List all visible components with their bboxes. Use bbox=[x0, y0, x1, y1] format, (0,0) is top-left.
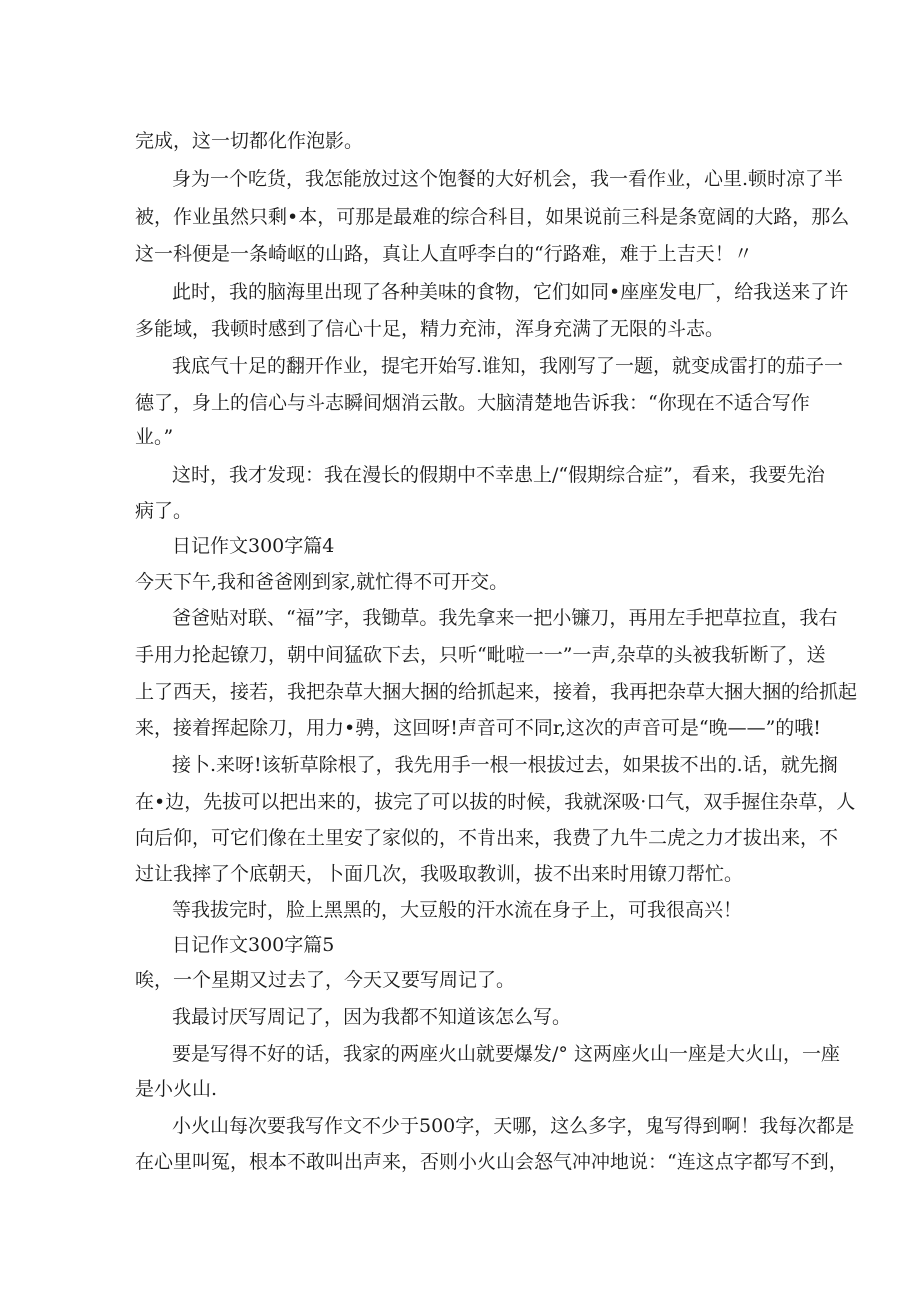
text-line: 要是写得不好的话，我家的两座火山就要爆发/° 这两座火山一座是大火山，一座 bbox=[172, 1043, 840, 1065]
text-line: 爸爸贴对联、“福”字，我锄草。我先拿来一把小镰刀，再用左手把草拉直，我右 bbox=[172, 607, 838, 629]
text-line: 完成，这一切都化作泡影。 bbox=[135, 130, 364, 152]
text-line: 是小火山. bbox=[135, 1078, 218, 1100]
text-line: 今天下午,我和爸爸刚到家,就忙得不可开交。 bbox=[135, 571, 509, 593]
text-line: 向后仰，可它们像在土里安了家似的，不肯出来，我费了九牛二虎之力才拔出来，不 bbox=[135, 827, 839, 849]
text-line: 我最讨厌写周记了，因为我都不知道该怎么写。 bbox=[172, 1006, 572, 1028]
text-line: 我底气十足的翻开作业，提宅开始写.谁知，我刚写了一题，就变成雷打的茄子一 bbox=[172, 355, 844, 377]
text-line: 这时，我才发现：我在漫长的假期中不幸患上/“假期综合症”，看来，我要先治 bbox=[172, 464, 825, 486]
text-line: 身为一个吃货，我怎能放过这个饱餐的大好机会，我一看作业，心里.顿时凉了半 bbox=[172, 168, 844, 190]
text-line: 手用力抡起镣刀，朝中间猛砍下去，只听“毗啦一一”一声,杂草的头被我斩断了，送 bbox=[135, 644, 826, 666]
text-line: 德了，身上的信心与斗志瞬间烟消云散。大脑清楚地告诉我：“你现在不适合写作 bbox=[135, 392, 810, 414]
text-line: 小火山每次要我写作文不少于500字，天哪，这么多字，鬼写得到啊！我每次都是 bbox=[172, 1115, 855, 1137]
section-heading: 日记作文300字篇5 bbox=[172, 934, 335, 956]
text-line: 这一科便是一条崎岖的山路，真让人直呼李白的“行路难，难于上吉天！〃 bbox=[135, 243, 753, 265]
text-line: 接卜.来呀!该斩草除根了，我先用手一根一根拔过去，如果拔不出的.话，就先搁 bbox=[172, 754, 838, 776]
text-line: 等我拔完时，脸上黑黑的，大豆般的汗水流在身子上，可我很高兴！ bbox=[172, 899, 743, 921]
text-line: 多能域，我顿时感到了信心十足，精力充沛，浑身充满了无限的斗志。 bbox=[135, 318, 725, 340]
text-line: 业。” bbox=[135, 426, 174, 448]
text-line: 在•边，先拔可以把出来的，拔完了可以拔的时候，我就深吸·口气，双手握住杂草，人 bbox=[135, 791, 856, 813]
text-line: 病了。 bbox=[135, 500, 193, 522]
text-line: 被，作业虽然只剩•本，可那是最难的综合科目，如果说前三科是条宽阔的大路，那么 bbox=[135, 206, 850, 228]
text-line: 上了西天，接若，我把杂草大捆大捆的给抓起来，接着，我再把杂草大捆大捆的给抓起 bbox=[135, 681, 858, 703]
text-line: 过让我摔了个底朝天，卜面几次，我吸取教训，拔不出来时用镣刀帮忙。 bbox=[135, 863, 744, 885]
text-line: 唉，一个星期又过去了，今天又要写周记了。 bbox=[135, 969, 516, 991]
text-line: 在心里叫冤，根本不敢叫出声来，否则小火山会怒气冲冲地说：“连这点字都写不到， bbox=[135, 1151, 848, 1173]
text-line: 来，接着挥起除刀，用力•骋，这回呀!声音可不同r,这次的声音可是“晚——”的哦! bbox=[135, 717, 821, 739]
text-line: 此时，我的脑海里出现了各种美味的食物，它们如同•座座发电厂，给我送来了许 bbox=[172, 281, 849, 303]
section-heading: 日记作文300字篇4 bbox=[172, 535, 335, 557]
